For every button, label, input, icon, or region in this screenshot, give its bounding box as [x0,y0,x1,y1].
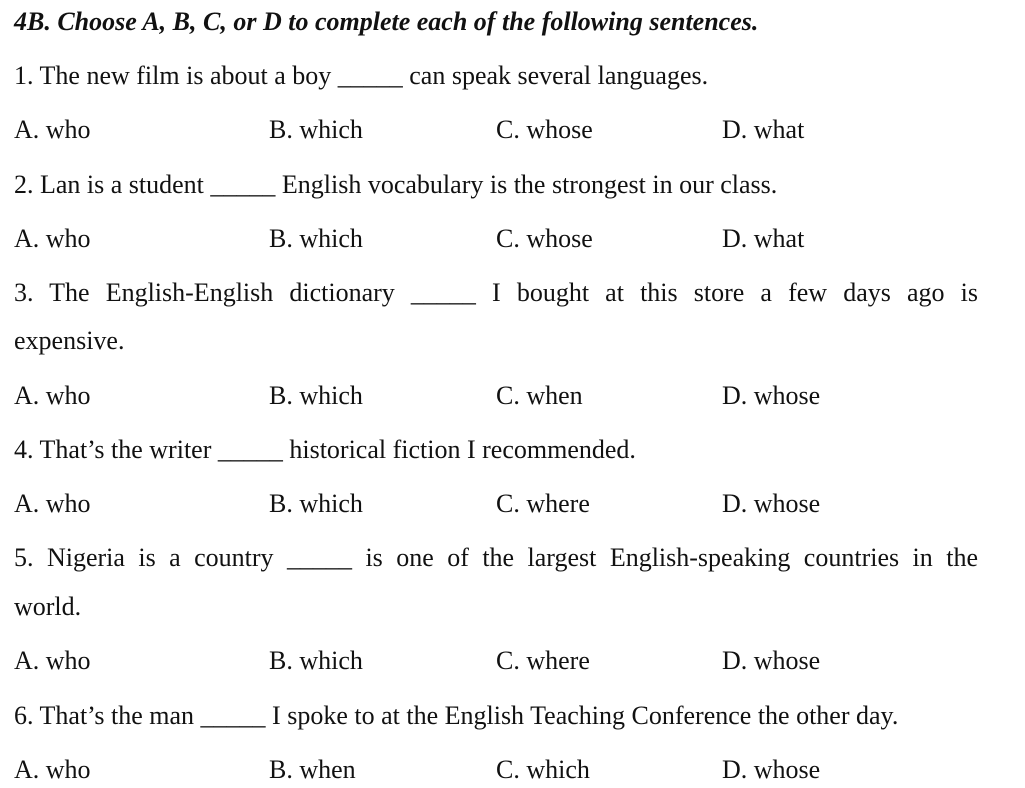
question-1-text: 1. The new film is about a boy _____ can speak several languages. [14,61,709,90]
question-4-option-b: B. which [269,489,363,518]
question-4-option-d: D. whose [722,489,821,518]
question-4-option-c: C. where [496,489,590,518]
question-3-option-a: A. who [14,381,91,410]
question-2-option-a: A. who [14,224,91,253]
question-2-option-b: B. which [269,224,363,253]
question-1-option-a: A. who [14,115,91,144]
question-1-option-c: C. whose [496,115,593,144]
question-3-text-line-1: 3. The English-English dictionary _____ I bought at this store a few days ago is [14,278,978,307]
question-1-option-b: B. which [269,115,363,144]
question-2-option-d: D. what [722,224,805,253]
question-6-text: 6. That’s the man _____ I spoke to at the English Teaching Conference the other day. [14,701,899,730]
question-5-option-d: D. whose [722,646,821,675]
question-6-option-a: A. who [14,755,91,784]
question-4-option-a: A. who [14,489,91,518]
question-3-option-b: B. which [269,381,363,410]
question-5-option-c: C. where [496,646,590,675]
question-3-option-d: D. whose [722,381,821,410]
question-6-option-b: B. when [269,755,356,784]
question-5-option-b: B. which [269,646,363,675]
question-5-text-line-1: 5. Nigeria is a country _____ is one of the largest English-speaking countries in the [14,543,978,572]
question-2-option-c: C. whose [496,224,593,253]
question-2-text: 2. Lan is a student _____ English vocabulary is the strongest in our class. [14,170,778,199]
question-5-text-line-2: world. [14,592,82,621]
question-4-text: 4. That’s the writer _____ historical fiction I recommended. [14,435,636,464]
exercise-heading: 4B. Choose A, B, C, or D to complete each of the following sentences. [14,7,759,36]
question-5-option-a: A. who [14,646,91,675]
question-1-option-d: D. what [722,115,805,144]
question-3-option-c: C. when [496,381,583,410]
question-6-option-d: D. whose [722,755,821,784]
question-3-text-line-2: expensive. [14,326,125,355]
question-6-option-c: C. which [496,755,590,784]
